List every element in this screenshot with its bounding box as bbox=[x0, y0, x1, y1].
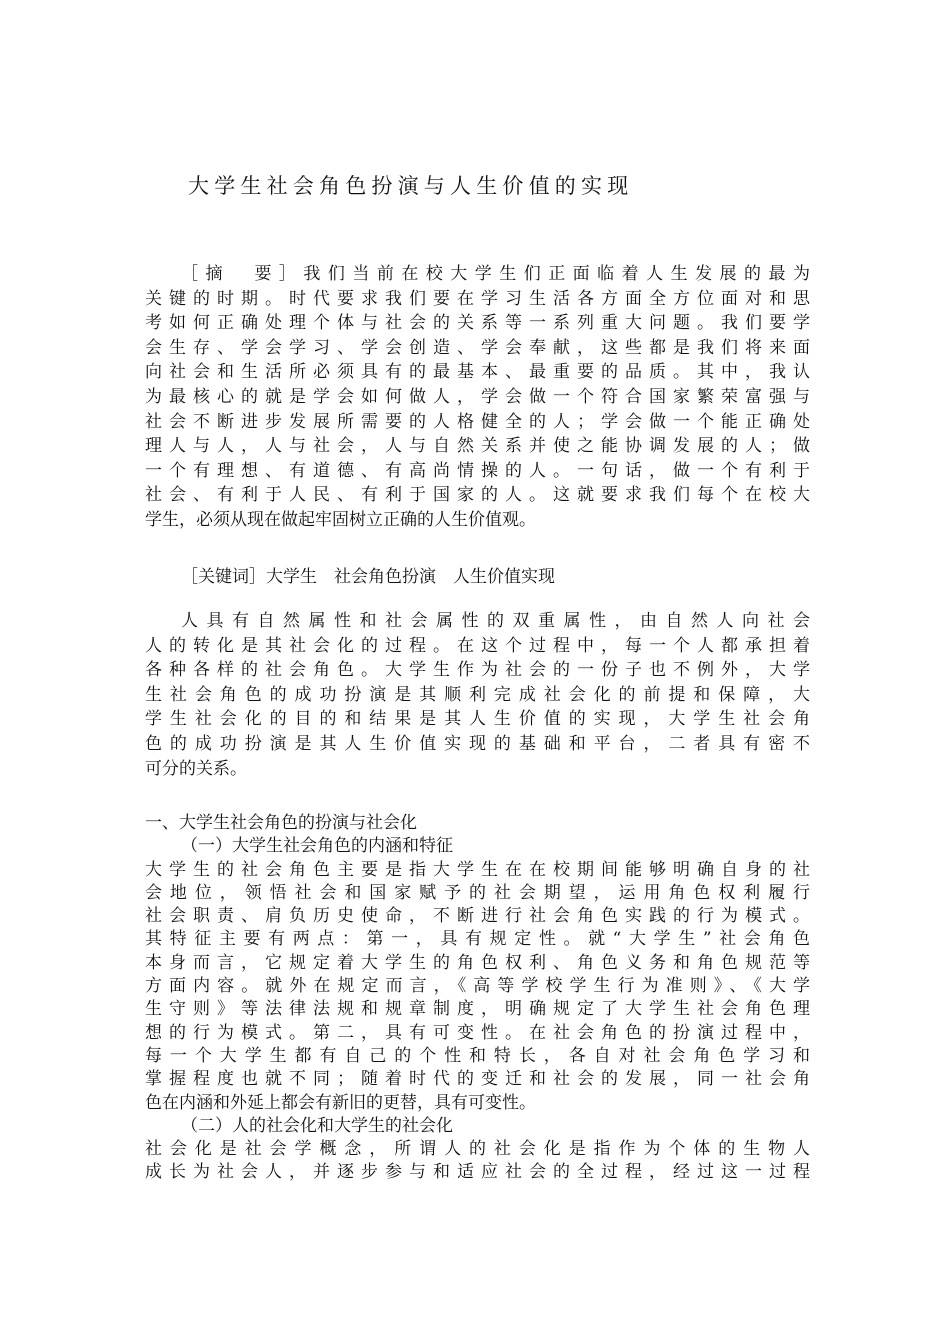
body-line: 其特征主要有两点：第一，具有规定性。就“大学生”社会角色 bbox=[145, 929, 810, 950]
abstract-line: 为最核心的就是学会如何做人，学会做一个符合国家繁荣富强与 bbox=[145, 386, 810, 407]
abstract-line: 向社会和生活所必须具有的最基本、最重要的品质。其中，我认 bbox=[145, 362, 810, 383]
abstract-line: 会生存、学会学习、学会创造、学会奉献，这些都是我们将来面 bbox=[145, 337, 810, 358]
body-line: 本身而言，它规定着大学生的角色权利、角色义务和角色规范等 bbox=[145, 952, 810, 973]
body-line: 社会化是社会学概念，所谓人的社会化是指作为个体的生物人 bbox=[145, 1139, 810, 1160]
subsection-heading: （二）人的社会化和大学生的社会化 bbox=[181, 1115, 453, 1136]
body-line: 大学生的社会角色主要是指大学生在在校期间能够明确自身的社 bbox=[145, 859, 810, 880]
abstract-line: 考如何正确处理个体与社会的关系等一系列重大问题。我们要学 bbox=[145, 313, 810, 334]
body-line: 方面内容。就外在规定而言，《高等学校学生行为准则》、《大学 bbox=[145, 976, 810, 997]
body-line: 每一个大学生都有自己的个性和特长，各自对社会角色学习和 bbox=[145, 1045, 810, 1066]
body-line: 社会职责、肩负历史使命，不断进行社会角色实践的行为模式。 bbox=[145, 906, 810, 927]
keywords-line: ［关键词］大学生 社会角色扮演 人生价值实现 bbox=[181, 567, 555, 587]
body-line: 想的行为模式。第二，具有可变性。在社会角色的扮演过程中， bbox=[145, 1022, 810, 1043]
section-one bbox=[145, 812, 810, 1185]
abstract-line: 一个有理想、有道德、有高尚情操的人。一句话，做一个有利于 bbox=[145, 460, 810, 481]
intro-line: 人具有自然属性和社会属性的双重属性，由自然人向社会 bbox=[181, 611, 810, 631]
intro-line: 可分的关系。 bbox=[145, 758, 247, 779]
body-line: 生守则》等法律法规和规章制度，明确规定了大学生社会角色理 bbox=[145, 999, 810, 1020]
abstract-line: ［摘 要］我们当前在校大学生们正面临着人生发展的最为 bbox=[181, 264, 810, 284]
body-line: 掌握程度也就不同；随着时代的变迁和社会的发展，同一社会角 bbox=[145, 1069, 810, 1090]
subsection-heading: （一）大学生社会角色的内涵和特征 bbox=[181, 836, 453, 857]
intro-line: 各种各样的社会角色。大学生作为社会的一份子也不例外，大学 bbox=[145, 660, 810, 681]
intro-line: 生社会角色的成功扮演是其顺利完成社会化的前提和保障，大 bbox=[145, 684, 810, 705]
document-title: 大学生社会角色扮演与人生价值的实现 bbox=[188, 174, 634, 198]
intro-paragraph bbox=[145, 609, 810, 781]
body-line: 会地位，领悟社会和国家赋予的社会期望，运用角色权利履行 bbox=[145, 882, 810, 903]
body-line: 成长为社会人，并逐步参与和适应社会的全过程，经过这一过程 bbox=[145, 1162, 810, 1183]
abstract-line: 关键的时期。时代要求我们要在学习生活各方面全方位面对和思 bbox=[145, 288, 810, 309]
abstract-line: 理人与人，人与社会，人与自然关系并使之能协调发展的人；做 bbox=[145, 436, 810, 457]
abstract-line: 社会不断进步发展所需要的人格健全的人；学会做一个能正确处 bbox=[145, 411, 810, 432]
body-line: 色在内涵和外延上都会有新旧的更替，具有可变性。 bbox=[145, 1092, 536, 1113]
abstract-line: 社会、有利于人民、有利于国家的人。这就要求我们每个在校大 bbox=[145, 485, 810, 506]
section-heading: 一、大学生社会角色的扮演与社会化 bbox=[145, 813, 417, 833]
keywords bbox=[145, 565, 810, 590]
abstract bbox=[145, 262, 810, 533]
intro-line: 色的成功扮演是其人生价值实现的基础和平台，二者具有密不 bbox=[145, 733, 810, 754]
intro-line: 人的转化是其社会化的过程。在这个过程中，每一个人都承担着 bbox=[145, 635, 810, 656]
abstract-line: 学生，必须从现在做起牢固树立正确的人生价值观。 bbox=[145, 509, 536, 530]
intro-line: 学生社会化的目的和结果是其人生价值的实现，大学生社会角 bbox=[145, 709, 810, 730]
